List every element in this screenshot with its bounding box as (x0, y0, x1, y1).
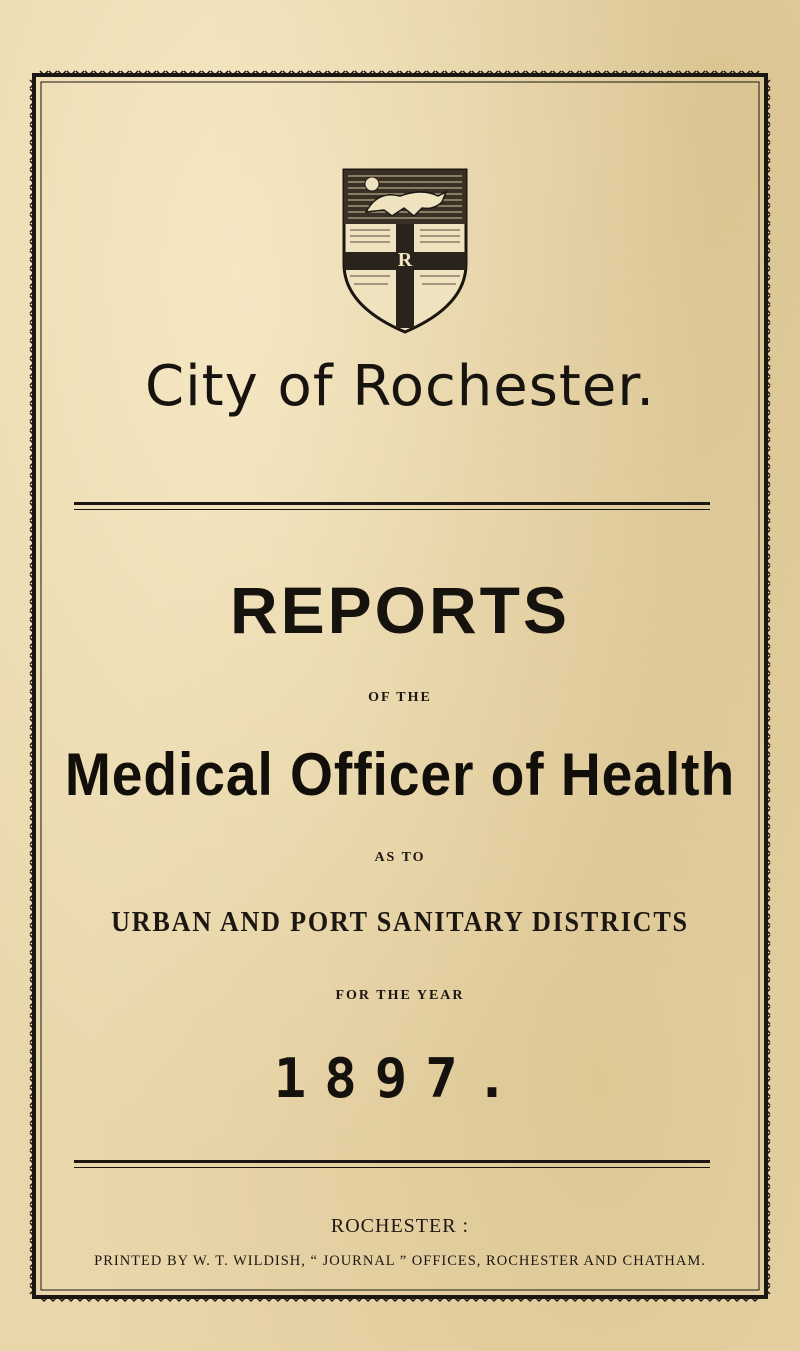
of-the-label: OF THE (368, 690, 432, 705)
svg-text:R: R (397, 249, 413, 271)
imprint-city: ROCHESTER : (330, 1215, 470, 1237)
coat-of-arms-icon (338, 166, 472, 334)
printer-line: PRINTED BY W. T. WILDISH, “ JOURNAL ” OFFICES, ROCHESTER AND CHATHAM. (94, 1253, 706, 1269)
report-year: 1897. (273, 1047, 527, 1110)
for-the-year-label: FOR THE YEAR (335, 988, 465, 1003)
divider-rule-bottom (74, 1160, 710, 1163)
divider-rule-top-thin (74, 509, 710, 510)
districts-heading: URBAN AND PORT SANITARY DISTRICTS (111, 906, 689, 938)
reports-heading: REPORTS (229, 573, 571, 647)
as-to-label: AS TO (374, 850, 426, 865)
city-title: City of Rochester. (145, 354, 655, 419)
medical-officer-heading: Medical Officer of Health (64, 741, 736, 808)
divider-rule-top (74, 502, 710, 505)
divider-rule-bottom-thin (74, 1167, 710, 1168)
